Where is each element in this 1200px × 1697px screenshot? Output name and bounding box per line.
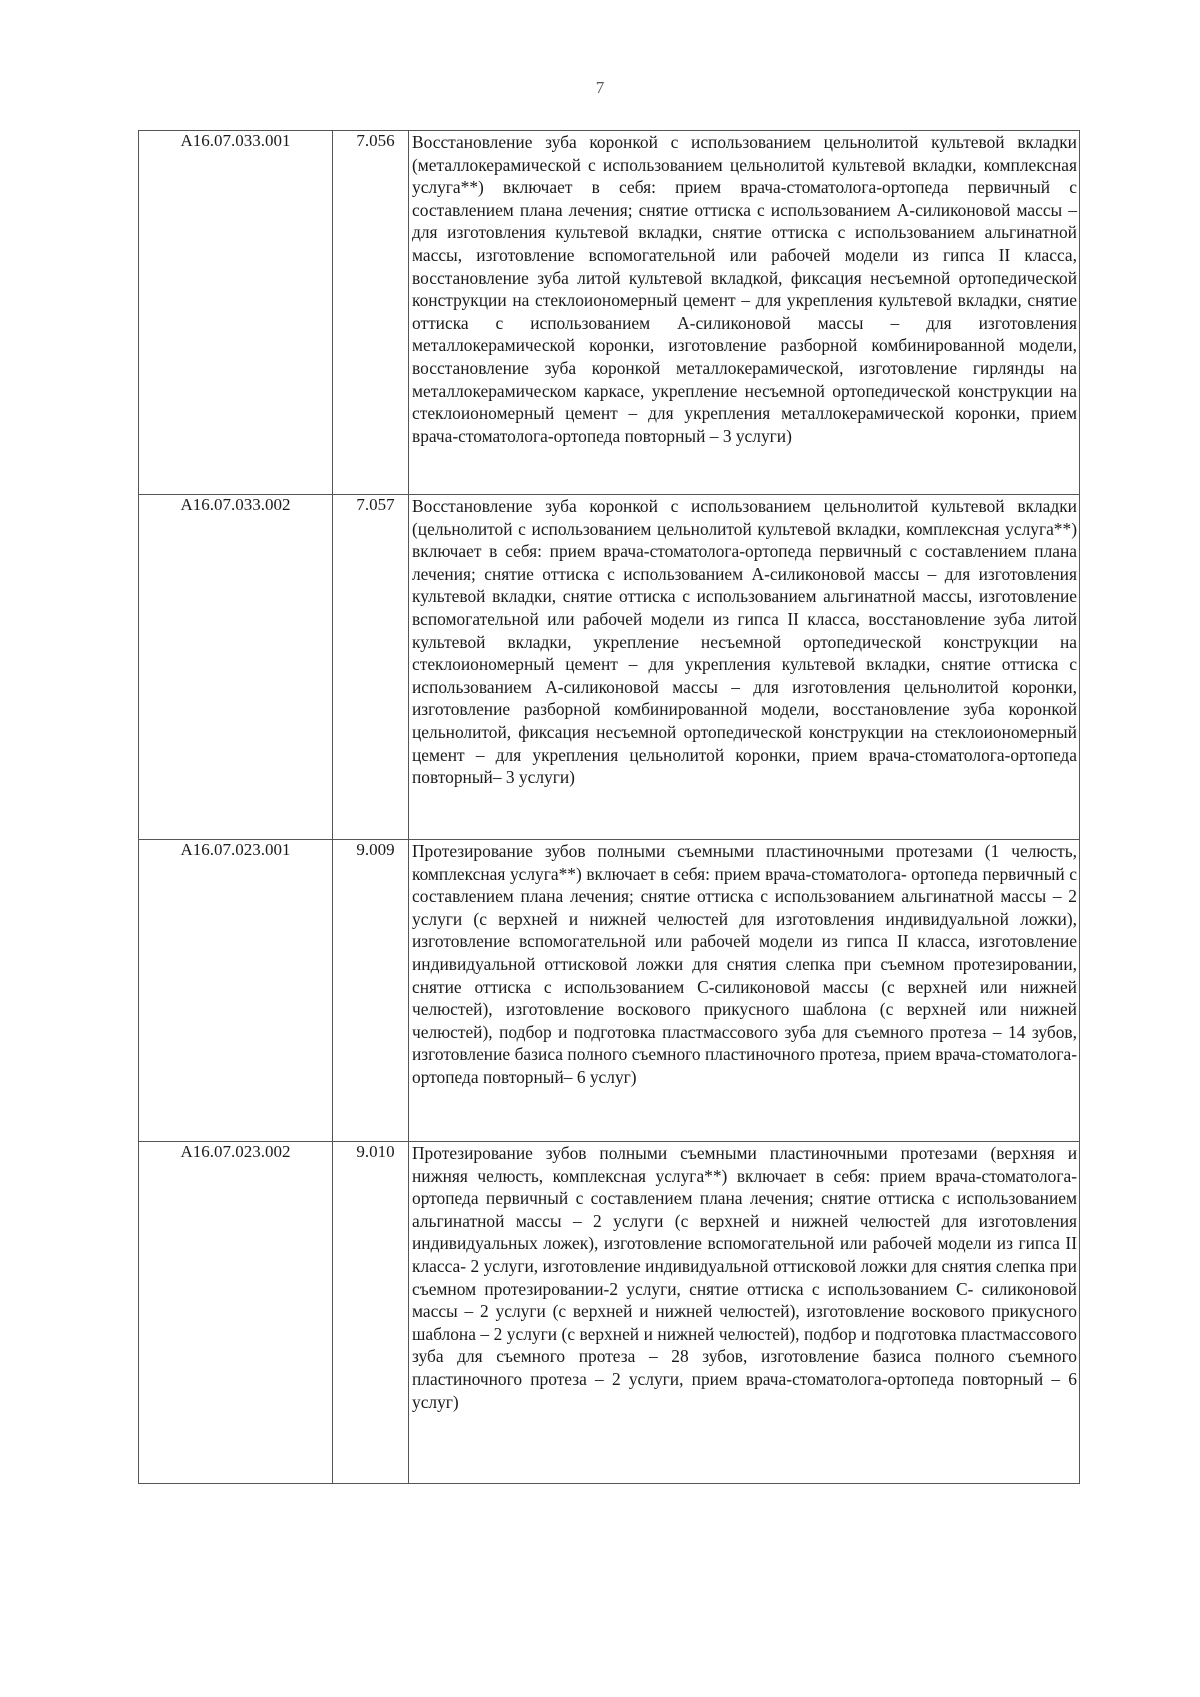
table-row — [139, 840, 1080, 1142]
service-number: 9.010 — [333, 1142, 409, 1484]
service-description: Восстановление зуба коронкой с использованием цельнолитой культевой вкладки (цельнолитой с использованием цельнолитой культевой вкладки, комплексная услуга**) включает в себя: прием врача-стоматолога-ортопеда первичный с составлением плана лечения; снятие оттиска с использованием А-силиконовой массы – для изготовления культевой вкладки, снятие оттиска с использованием альгинатной массы, изготовление вспомогательной или рабочей модели из гипса II класса, восстановление зуба литой культевой вкладки, укрепление несъемной ортопедической конструкции на стеклоиономерный цемент – для укрепления культевой вкладки, снятие оттиска с использованием А-силиконовой массы – для изготовления цельнолитой коронки, изготовление разборной комбинированной модели, восстановление зуба коронкой цельнолитой, фиксация несъемной ортопедической конструкции на стеклоиономерный цемент – для укрепления цельнолитой коронки, прием врача-стоматолога-ортопеда повторный– 3 услуги) — [409, 495, 1080, 840]
service-number: 7.056 — [333, 131, 409, 495]
service-code: A16.07.023.002 — [139, 1142, 333, 1484]
service-code: A16.07.033.002 — [139, 495, 333, 840]
service-code: A16.07.033.001 — [139, 131, 333, 495]
service-description: Протезирование зубов полными съемными пластиночными протезами (1 челюсть, комплексная услуга**) включает в себя: прием врача-стоматолога- ортопеда первичный с составлением плана лечения; снятие оттиска с использованием альгинатной массы – 2 услуги (с верхней и нижней челюстей для изготовления индивидуальной ложки), изготовление вспомогательной или рабочей модели из гипса II класса, изготовление индивидуальной оттисковой ложки для снятия слепка при съемном протезировании, снятие оттиска с использованием С-силиконовой массы (с верхней или нижней челюстей), изготовление воскового прикусного шаблона (с верхней или нижней челюстей), подбор и подготовка пластмассового зуба для съемного протеза – 14 зубов, изготовление базиса полного съемного пластиночного протеза, прием врача-стоматолога-ортопеда повторный– 6 услуг) — [409, 840, 1080, 1142]
service-number: 7.057 — [333, 495, 409, 840]
page-number: 7 — [595, 78, 605, 97]
table-row — [139, 495, 1080, 840]
service-description: Восстановление зуба коронкой с использованием цельнолитой культевой вкладки (металлокерамической с использованием цельнолитой культевой вкладки, комплексная услуга**) включает в себя: прием врача-стоматолога-ортопеда первичный с составлением плана лечения; снятие оттиска с использованием А-силиконовой массы – для изготовления культевой вкладки, снятие оттиска с использованием альгинатной массы, изготовление вспомогательной или рабочей модели из гипса II класса, восстановление зуба литой культевой вкладкой, фиксация несъемной ортопедической конструкции на стеклоиономерный цемент – для укрепления культевой вкладки, снятие оттиска с использованием А-силиконовой массы – для изготовления металлокерамической коронки, изготовление разборной комбинированной модели, восстановление зуба коронкой металлокерамической, изготовление гирлянды на металлокерамическом каркасе, укрепление несъемной ортопедической конструкции на стеклоиономерный цемент – для укрепления металлокерамической коронки, прием врача-стоматолога-ортопеда повторный – 3 услуги) — [409, 131, 1080, 495]
service-code: A16.07.023.001 — [139, 840, 333, 1142]
table-row — [139, 1142, 1080, 1484]
service-description: Протезирование зубов полными съемными пластиночными протезами (верхняя и нижняя челюсть, комплексная услуга**) включает в себя: прием врача-стоматолога-ортопеда первичный с составлением плана лечения; снятие оттиска с использованием альгинатной массы – 2 услуги (с верхней и нижней челюстей для изготовления индивидуальных ложек), изготовление вспомогательной или рабочей модели из гипса II класса- 2 услуги, изготовление индивидуальной оттисковой ложки для снятия слепка при съемном протезировании-2 услуги, снятие оттиска с использованием С- силиконовой массы – 2 услуги (с верхней и нижней челюстей), изготовление воскового прикусного шаблона – 2 услуги (с верхней и нижней челюстей), подбор и подготовка пластмассового зуба для съемного протеза – 28 зубов, изготовление базиса полного съемного пластиночного протеза – 2 услуги, прием врача-стоматолога-ортопеда повторный – 6 услуг) — [409, 1142, 1080, 1484]
table-row — [139, 131, 1080, 495]
services-table — [138, 130, 1080, 1484]
service-number: 9.009 — [333, 840, 409, 1142]
